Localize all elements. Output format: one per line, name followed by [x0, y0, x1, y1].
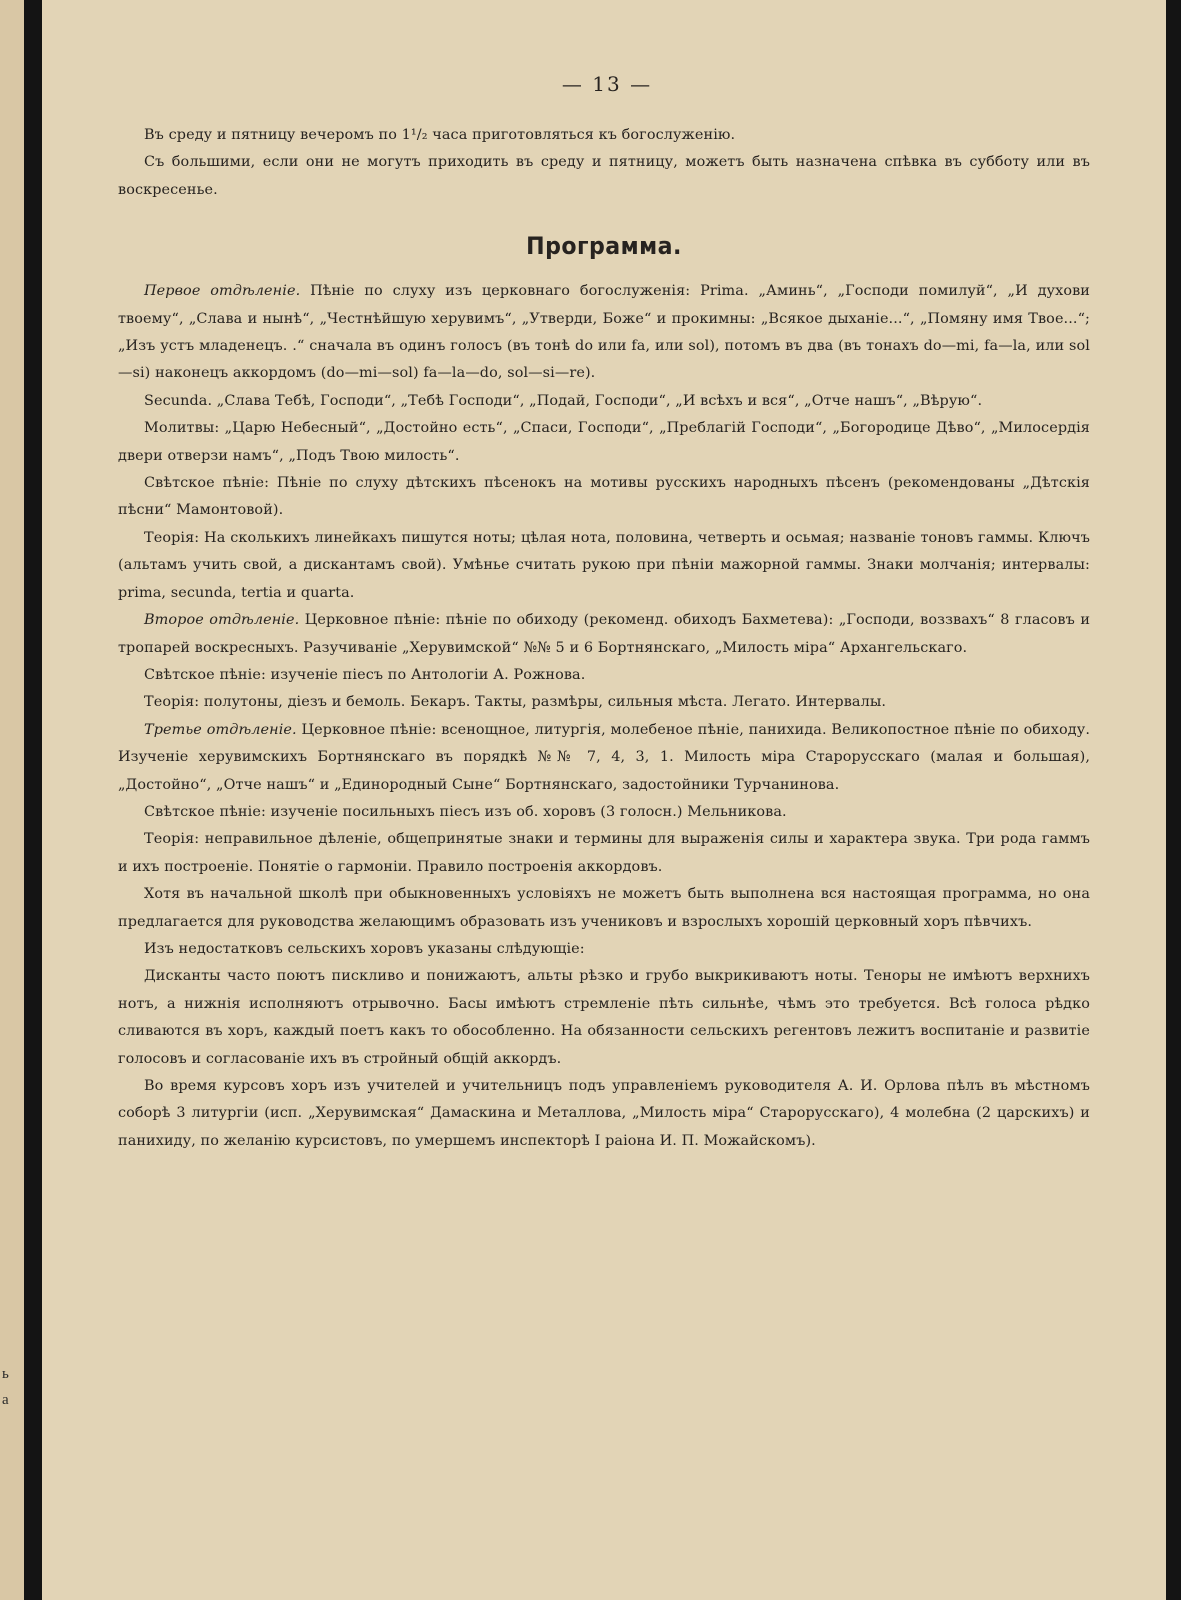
section-text: Церковное пѣніе: пѣніе по обиходу (рекоменд. обиходъ Бахметева): „Господи, воззвахъ“ 8 гласовъ и тропарей воскресныхъ. Разучиваніе „Херувимской“ №№ 5 и 6 Бортнянскаго, „Милость міра“ Архангельскаго.	[118, 612, 1091, 656]
section-paragraph	[118, 278, 1090, 388]
intro-paragraph: Съ большими, если они не могутъ приходить въ среду и пятницу, можетъ быть назначена спѣвка въ субботу или въ воскресенье.	[118, 154, 1090, 198]
closing-paragraph: Дисканты часто поютъ пискливо и понижаютъ, альты рѣзко и грубо выкрикиваютъ ноты. Теноры не имѣютъ верхнихъ нотъ, а нижнія исполняютъ отрывочно. Басы имѣютъ стремленіе пѣть сильнѣе, чѣмъ это требуется. Всѣ голоса рѣдко сливаются въ хоръ, каждый поетъ какъ то обособленно. На обязанности сельскихъ регентовъ лежитъ воспитаніе и развитіе голосовъ и согласованіе ихъ въ стройный общій аккордъ.	[118, 968, 1090, 1067]
document-page	[42, 0, 1166, 1600]
section-label: Третье отдѣленіе.	[144, 721, 297, 738]
closing-paragraph: Изъ недостатковъ сельскихъ хоровъ указаны слѣдующіе:	[144, 940, 585, 957]
section-text: Пѣніе по слуху изъ церковнаго богослуженія: Prima. „Аминь“, „Господи помилуй“, „И духови твоему“, „Слава и нынѣ“, „Честнѣйшую херувимъ“, „Утверди, Боже“ и прокимны: „Всякое дыханіе...“, „Помяну имя Твое...“; „Изъ устъ младенецъ. .“ сначала въ одинъ голосъ (въ тонѣ do или fa, или sol), потомъ въ два (въ тонахъ do—mi, fa—la, или sol—si) наконецъ аккордомъ (do—mi—sol) fa—la—do, sol—si—re).	[118, 283, 1090, 382]
section-paragraph: Теорія: На сколькихъ линейкахъ пишутся ноты; цѣлая нота, половина, четверть и осьмая; названіе тоновъ гаммы. Ключъ (альтамъ учить свой, а дискантамъ свой). Умѣнье считать рукою при пѣніи мажорной гаммы. Знаки молчанія; интервалы: prima, secunda, tertia и quarta.	[118, 529, 1090, 601]
section-paragraph: Теорія: полутоны, діезъ и бемоль. Бекаръ. Такты, размѣры, сильныя мѣста. Легато. Интервалы.	[144, 694, 887, 711]
section-paragraph: Secunda. „Слава Тебѣ, Господи“, „Тебѣ Господи“, „Подай, Господи“, „И всѣхъ и вся“, „Отче нашъ“, „Вѣрую“.	[144, 392, 983, 409]
adjacent-page-fragment: ь	[2, 1366, 9, 1382]
page-number: — 13 —	[561, 72, 653, 96]
section-paragraph: Молитвы: „Царю Небесный“, „Достойно есть“, „Спаси, Господи“, „Преблагій Господи“, „Богородице Дѣво“, „Милосердія двери отверзи намъ“, „Подъ Твою милость“.	[118, 420, 1090, 464]
closing-paragraph: Во время курсовъ хоръ изъ учителей и учительницъ подъ управленіемъ руководителя А. И. Орлова пѣлъ въ мѣстномъ соборѣ 3 литургіи (исп. „Херувимская“ Дамаскина и Металлова, „Милость міра“ Старорусскаго), 4 молебна (2 царскихъ) и панихиду, по желанію курсистовъ, по умершемъ инспекторѣ I раіона И. П. Можайскомъ).	[118, 1078, 1090, 1149]
adjacent-page-fragment: а	[2, 1392, 9, 1408]
section-paragraph: Свѣтское пѣніе: изученіе піесъ по Антологіи А. Рожнова.	[144, 666, 586, 683]
intro-block	[118, 122, 1090, 204]
section-paragraph: Свѣтское пѣніе: Пѣніе по слуху дѣтскихъ пѣсенокъ на мотивы русскихъ народныхъ пѣсенъ (рекомендованы „Дѣтскія пѣсни“ Мамонтовой).	[118, 475, 1090, 519]
section-paragraph	[118, 607, 1090, 662]
section-label: Первое отдѣленіе.	[144, 283, 301, 300]
intro-paragraph: Въ среду и пятницу вечеромъ по 1¹/₂ часа приготовляться къ богослуженію.	[144, 127, 736, 143]
section-paragraph: Теорія: неправильное дѣленіе, общепринятые знаки и термины для выраженія силы и характера звука. Три рода гаммъ и ихъ построеніе. Понятіе о гармоніи. Правило построенія аккордовъ.	[118, 831, 1090, 875]
program-body	[118, 278, 1090, 1155]
program-heading: Программа.	[526, 232, 682, 261]
section-paragraph	[118, 717, 1090, 799]
section-paragraph: Свѣтское пѣніе: изученіе посильныхъ піесъ изъ об. хоровъ (3 голосн.) Мельникова.	[144, 803, 787, 820]
closing-paragraph: Хотя въ начальной школѣ при обыкновенныхъ условіяхъ не можетъ быть выполнена вся настоящая программа, но она предлагается для руководства желающимъ образовать изъ учениковъ и взрослыхъ хорошій церковный хоръ пѣвчихъ.	[118, 886, 1090, 930]
section-label: Второе отдѣленіе.	[144, 612, 300, 629]
adjacent-page-strip	[0, 0, 24, 1600]
section-text: Церковное пѣніе: всенощное, литургія, молебеное пѣніе, панихида. Великопостное пѣніе по обиходу. Изученіе херувимскихъ Бортнянскаго въ порядкѣ №№ 7, 4, 3, 1. Милость міра Старорусскаго (малая и большая), „Достойно“, „Отче нашъ“ и „Единородный Сыне“ Бортнянскаго, задостойники Турчанинова.	[118, 721, 1090, 793]
